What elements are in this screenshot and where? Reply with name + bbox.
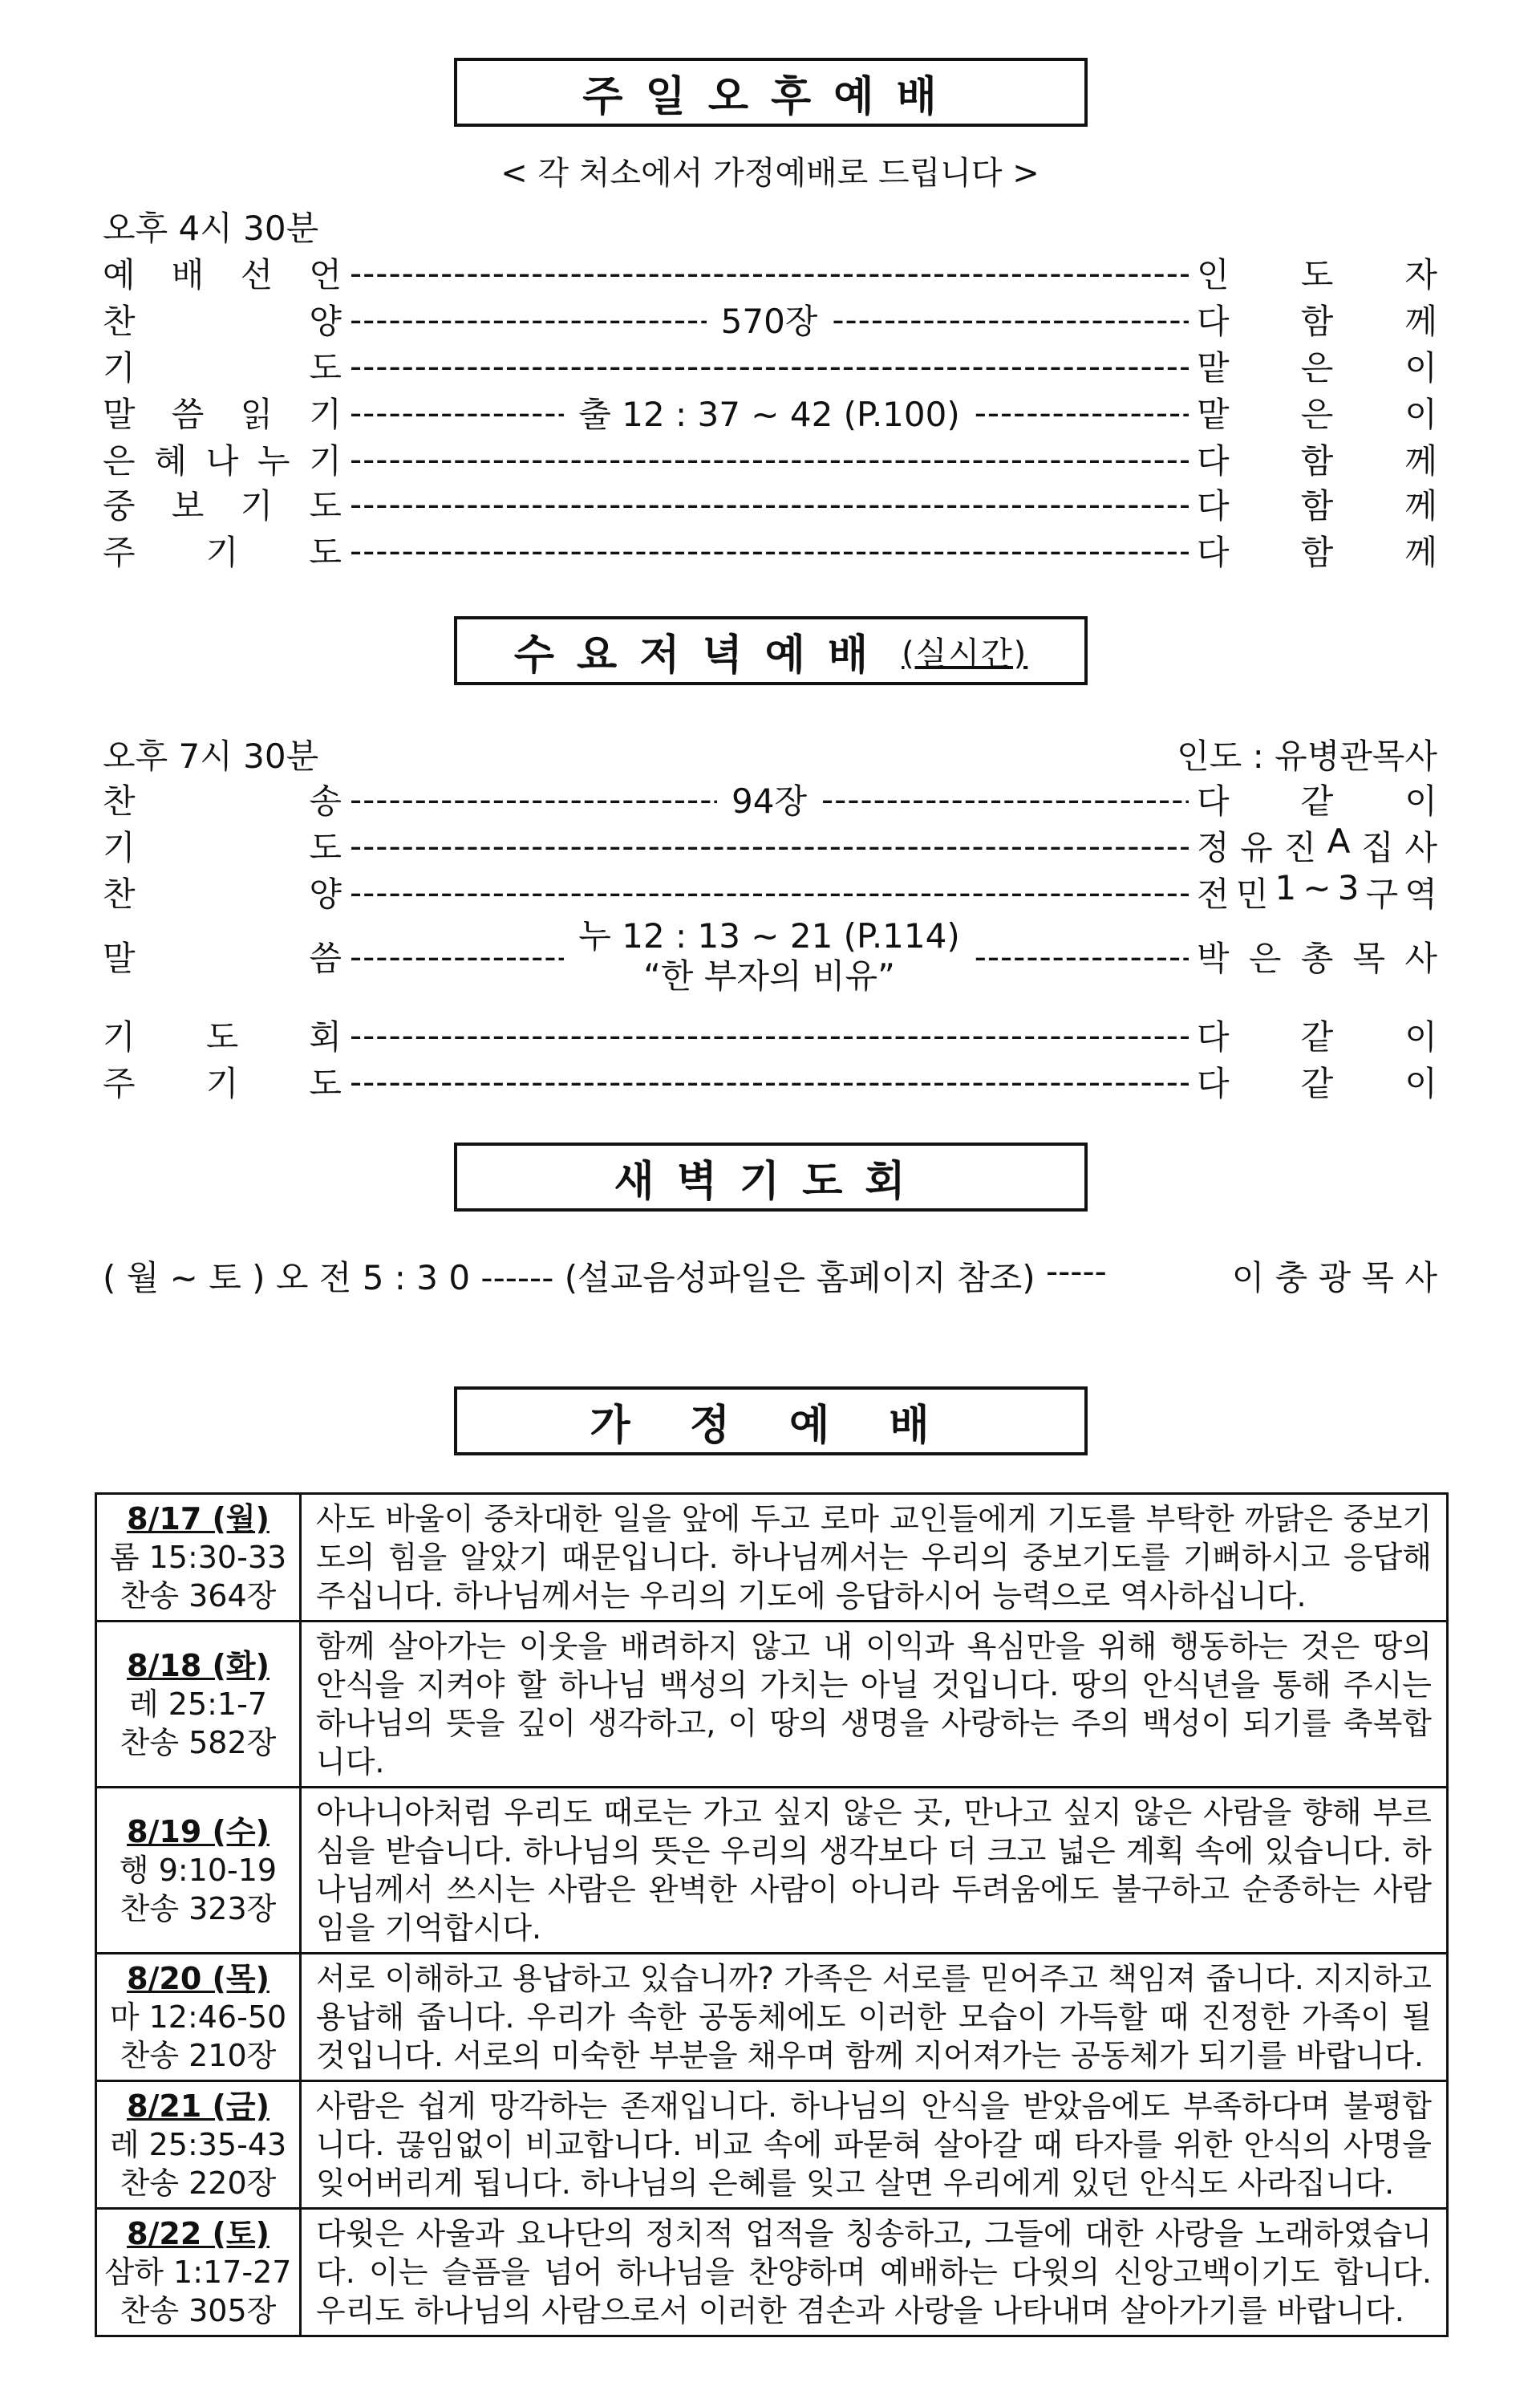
order-label-char: 혜 — [154, 441, 187, 481]
order-label-char: 선 — [240, 255, 274, 294]
order-line — [103, 250, 1437, 295]
date-cell — [96, 1954, 301, 2081]
order-person-char: 이 — [1404, 348, 1437, 388]
order-person-char: 박 — [1197, 939, 1230, 978]
order-leader-dots — [350, 440, 1189, 479]
order-label-char: 도 — [205, 1017, 239, 1057]
date-cell — [96, 1788, 301, 1954]
order-label — [103, 526, 342, 574]
order-label-char: 기 — [309, 395, 342, 434]
order-label — [103, 435, 342, 483]
order-person-char: 사 — [1404, 828, 1437, 867]
order-person — [1197, 822, 1437, 870]
dash-leader — [350, 1016, 1189, 1055]
order-line — [103, 528, 1437, 573]
dash-leader — [350, 531, 1189, 570]
order-person-char: 유 — [1240, 828, 1273, 867]
dash-leader — [350, 485, 1189, 524]
order-person-char: 이 — [1404, 1064, 1437, 1103]
order-label-char: 예 — [103, 255, 136, 294]
wednesday-leader: 인도 : 유병관목사 — [1177, 737, 1437, 776]
order-person-char: 다 — [1197, 533, 1230, 572]
order-person-char: 정 — [1197, 828, 1230, 867]
order-person-char: 은 — [1300, 395, 1334, 434]
order-person — [1197, 249, 1437, 297]
dash-leader — [350, 937, 564, 976]
table-row — [96, 1954, 1448, 2081]
order-label-char: 양 — [309, 875, 342, 914]
table-row — [96, 1788, 1448, 1954]
devotion-text: 서로 이해하고 용납하고 있습니까? 가족은 서로를 믿어주고 책임져 줍니다. 지지하고 용납해 줍니다. 우리가 속한 공동체에도 이러한 모습이 가득할 때 진정한 가족이 될 것입니다. 서로의 미숙한 부분을 채우며 함께 지어져가는 공동체가 되기를 바랍니다. — [301, 1954, 1448, 2081]
order-person-char: ~ — [1303, 868, 1331, 907]
order-label — [103, 249, 342, 297]
dawn-line — [103, 1252, 1437, 1300]
order-line — [103, 918, 1437, 995]
order-line — [103, 343, 1437, 388]
scripture-ref: 레 25:35-43 — [109, 2127, 287, 2162]
dash-leader — [975, 937, 1189, 976]
order-label — [103, 342, 342, 390]
order-person-char: 다 — [1197, 486, 1230, 526]
order-label-char: 찬 — [103, 875, 136, 914]
order-leader-dots — [350, 254, 1189, 293]
order-person-char: 이 — [1404, 781, 1437, 821]
order-person-char: 1 — [1275, 868, 1297, 907]
sunday-title: 주일오후예배 — [582, 72, 959, 121]
date-cell — [96, 1494, 301, 1622]
order-label-char: 주 — [103, 1064, 136, 1103]
order-person-char: 3 — [1337, 868, 1360, 907]
order-leader-dots — [350, 531, 1189, 570]
order-line — [103, 823, 1437, 868]
order-person-char: 도 — [1300, 255, 1334, 294]
dash-leader — [350, 300, 707, 339]
dawn-title-box — [454, 1143, 1088, 1212]
table-row — [96, 2081, 1448, 2209]
order-label — [103, 1057, 342, 1106]
order-label-char: 말 — [103, 939, 136, 978]
order-person-char: 인 — [1197, 255, 1230, 294]
order-line — [103, 297, 1437, 342]
order-person — [1197, 526, 1437, 574]
day-date: 8/17 (월) — [127, 1501, 270, 1536]
sunday-time: 오후 4시 30분 — [103, 209, 319, 248]
order-person — [1197, 435, 1437, 483]
day-date: 8/19 (수) — [127, 1814, 270, 1849]
order-label-char: 은 — [103, 441, 136, 481]
hymn-number: 찬송 305장 — [120, 2293, 277, 2328]
order-sermon-title: “한 부자의 비유” — [643, 956, 895, 996]
dawn-title: 새벽기도회 — [614, 1157, 928, 1206]
order-person-char: 께 — [1404, 486, 1437, 526]
date-cell — [96, 2209, 301, 2336]
dash-leader — [350, 347, 1189, 386]
devotion-text: 사도 바울이 중차대한 일을 앞에 두고 로마 교인들에게 기도를 부탁한 까닭은 중보기도의 힘을 알았기 때문입니다. 하나님께서는 우리의 중보기도를 기뻐하시고 응답해 주십니다. 하나님께서는 우리의 기도에 응답하시어 능력으로 역사하십니다. — [301, 1494, 1448, 1622]
order-person-char: 사 — [1404, 939, 1437, 978]
order-label-char: 회 — [309, 1017, 342, 1057]
order-person-char: 맡 — [1197, 348, 1230, 388]
order-person-char: 다 — [1197, 1017, 1230, 1057]
day-date: 8/20 (목) — [127, 1961, 270, 1996]
hymn-number: 찬송 582장 — [120, 1725, 277, 1760]
order-label — [103, 868, 342, 916]
order-label-char: 나 — [205, 441, 239, 481]
table-row — [96, 1494, 1448, 1622]
dash-leader — [350, 393, 564, 432]
order-leader-dots — [350, 347, 1189, 386]
dash-leader — [350, 254, 1189, 293]
order-line — [103, 436, 1437, 481]
order-person-char: 이 — [1404, 395, 1437, 434]
dash-leader — [975, 393, 1189, 432]
order-person-char: 께 — [1404, 441, 1437, 481]
wednesday-title-sub: (실시간) — [902, 635, 1028, 672]
order-label-char: 기 — [205, 533, 239, 572]
order-leader-dots — [350, 1016, 1189, 1055]
order-person-char: 다 — [1197, 302, 1230, 341]
order-detail: 570장 — [720, 302, 818, 341]
order-person — [1197, 775, 1437, 823]
order-leader-dots — [350, 388, 1189, 436]
order-person-char: 께 — [1404, 533, 1437, 572]
order-label — [103, 480, 342, 528]
scripture-ref: 롬 15:30-33 — [109, 1540, 287, 1575]
day-date: 8/21 (금) — [127, 2088, 270, 2124]
dash-leader — [350, 440, 1189, 479]
dash-leader — [821, 780, 1189, 819]
hymn-number: 찬송 323장 — [120, 1891, 277, 1926]
order-label-char: 도 — [309, 1064, 342, 1103]
order-line — [103, 390, 1437, 435]
devotion-text: 아나니아처럼 우리도 때로는 가고 싶지 않은 곳, 만나고 싶지 않은 사람을 향해 부르심을 받습니다. 하나님의 뜻은 우리의 생각보다 더 크고 넓은 계획 속에 있습니다. 하나님께서 쓰시는 사람은 완벽한 사람이 아니라 두려움에도 불구하고 순종하는 사람임을 기억합시다. — [301, 1788, 1448, 1954]
order-label-char: 기 — [309, 441, 342, 481]
order-person — [1197, 1057, 1437, 1106]
order-label-char: 배 — [171, 255, 205, 294]
order-label-char: 양 — [309, 302, 342, 341]
date-cell — [96, 2081, 301, 2209]
order-line — [103, 481, 1437, 526]
devotion-text: 함께 살아가는 이웃을 배려하지 않고 내 이익과 욕심만을 위해 행동하는 것은 땅의 안식을 지켜야 할 하나님 백성의 가치는 아닐 것입니다. 땅의 안식년을 통해 주시는 하나님의 뜻을 깊이 생각하고, 이 땅의 생명을 사랑하는 주의 백성이 되기를 축복합니다. — [301, 1622, 1448, 1788]
order-person-char: A — [1327, 822, 1351, 861]
wednesday-title: 수요저녁예배 — [513, 631, 891, 680]
dawn-time: ( 월 ~ 토 ) 오 전 5 : 3 0 ------ — [103, 1258, 565, 1297]
order-person-char: 이 — [1404, 1017, 1437, 1057]
home-worship-table — [95, 1492, 1449, 2337]
order-label — [103, 388, 342, 436]
order-label-char: 찬 — [103, 781, 136, 821]
order-label-char: 읽 — [240, 395, 274, 434]
order-person-char: 은 — [1300, 348, 1334, 388]
order-person — [1197, 868, 1437, 916]
order-label-char: 보 — [171, 486, 205, 526]
devotion-text: 사람은 쉽게 망각하는 존재입니다. 하나님의 안식을 받았음에도 부족하다며 불평합니다. 끊임없이 비교합니다. 비교 속에 파묻혀 살아갈 때 타자를 위한 안식의 사명을 잊어버리게 됩니다. 하나님의 은혜를 잊고 살면 우리에게 있던 안식도 사라집니다. — [301, 2081, 1448, 2209]
order-label-char: 도 — [309, 533, 342, 572]
order-person — [1197, 342, 1437, 390]
order-label-char: 기 — [205, 1064, 239, 1103]
sunday-title-box — [454, 58, 1088, 127]
order-label — [103, 775, 342, 823]
order-leader-dots — [350, 826, 1189, 866]
table-row — [96, 2209, 1448, 2336]
order-person-char: 같 — [1300, 781, 1334, 821]
order-label-char: 기 — [103, 1017, 136, 1057]
order-leader-dots — [350, 295, 1189, 343]
order-label — [103, 932, 342, 980]
order-person-char: 다 — [1197, 781, 1230, 821]
home-title-box — [454, 1386, 1088, 1455]
dash-leader — [350, 873, 1189, 912]
order-person-char: 목 — [1352, 939, 1386, 978]
order-person-char: 자 — [1404, 255, 1437, 294]
order-label-char: 언 — [309, 255, 342, 294]
order-person-char: 맡 — [1197, 395, 1230, 434]
order-label-char: 도 — [309, 348, 342, 388]
scripture-ref: 행 9:10-19 — [119, 1853, 278, 1888]
date-cell — [96, 1622, 301, 1788]
order-person-char: 전 — [1197, 875, 1230, 914]
order-label — [103, 822, 342, 870]
order-person — [1197, 388, 1437, 436]
dawn-dash: ----- — [1035, 1252, 1118, 1291]
order-label-char: 기 — [240, 486, 274, 526]
order-detail — [564, 916, 974, 996]
order-person-char: 함 — [1300, 533, 1334, 572]
sunday-subtitle: < 각 처소에서 가정예배로 드립니다 > — [500, 155, 1040, 192]
order-label-char: 주 — [103, 533, 136, 572]
order-label-char: 씀 — [171, 395, 205, 434]
order-person-char: 다 — [1197, 1064, 1230, 1103]
order-leader-dots — [350, 485, 1189, 524]
order-label-char: 누 — [257, 441, 290, 481]
devotion-text: 다윗은 사울과 요나단의 정치적 업적을 칭송하고, 그들에 대한 사랑을 노래하였습니다. 이는 슬픔을 넘어 하나님을 찬양하며 예배하는 다윗의 신앙고백이기도 합니다. 우리도 하나님의 사람으로서 이러한 겸손과 사랑을 나타내며 살아가기를 바랍니다. — [301, 2209, 1448, 2336]
order-leader-dots — [350, 873, 1189, 912]
home-title: 가 정 예 배 — [590, 1401, 952, 1450]
order-label-char: 씀 — [309, 939, 342, 978]
order-person-char: 함 — [1300, 441, 1334, 481]
dawn-note: (설교음성파일은 홈페이지 참조) — [564, 1258, 1035, 1297]
order-line — [103, 870, 1437, 915]
order-person-char: 민 — [1235, 875, 1269, 914]
order-label-char: 찬 — [103, 302, 136, 341]
order-label-char: 도 — [309, 828, 342, 867]
order-label-char: 말 — [103, 395, 136, 434]
order-person — [1197, 480, 1437, 528]
order-person — [1197, 1011, 1437, 1059]
order-person-char: 구 — [1365, 875, 1399, 914]
scripture-ref: 레 25:1-7 — [128, 1687, 267, 1722]
dash-leader — [350, 1062, 1189, 1102]
order-person-char: 같 — [1300, 1064, 1334, 1103]
hymn-number: 찬송 364장 — [120, 1578, 277, 1613]
table-row — [96, 1622, 1448, 1788]
order-line — [103, 777, 1437, 822]
wednesday-time: 오후 7시 30분 — [103, 737, 319, 776]
order-label — [103, 1011, 342, 1059]
wednesday-title-box — [454, 616, 1088, 685]
order-label-char: 중 — [103, 486, 136, 526]
hymn-number: 찬송 210장 — [120, 2038, 277, 2073]
order-person-char: 은 — [1248, 939, 1282, 978]
order-person-char: 총 — [1300, 939, 1334, 978]
order-person-char: 함 — [1300, 486, 1334, 526]
order-person-char: 다 — [1197, 441, 1230, 481]
order-label-char: 도 — [309, 486, 342, 526]
order-leader-dots — [350, 775, 1189, 823]
dash-leader — [350, 826, 1189, 866]
scripture-ref: 삼하 1:17-27 — [104, 2255, 292, 2290]
order-person-char: 집 — [1361, 828, 1394, 867]
day-date: 8/22 (토) — [127, 2216, 270, 2251]
order-person-char: 함 — [1300, 302, 1334, 341]
order-person-char: 께 — [1404, 302, 1437, 341]
dash-leader — [350, 780, 717, 819]
order-label-char: 기 — [103, 828, 136, 867]
order-label — [103, 295, 342, 343]
order-person — [1197, 932, 1437, 980]
order-detail: 94장 — [732, 781, 808, 821]
order-leader-dots — [350, 916, 1189, 996]
order-person-char: 진 — [1283, 828, 1317, 867]
day-date: 8/18 (화) — [127, 1648, 270, 1683]
scripture-ref: 마 12:46-50 — [109, 1999, 287, 2035]
dawn-leader: 이 충 광 목 사 — [1231, 1258, 1437, 1297]
order-label-char: 기 — [103, 348, 136, 388]
order-scripture: 누 12 : 13 ~ 21 (P.114) — [578, 916, 960, 956]
hymn-number: 찬송 220장 — [120, 2165, 277, 2201]
order-person — [1197, 295, 1437, 343]
order-person-char: 같 — [1300, 1017, 1334, 1057]
dash-leader — [832, 300, 1189, 339]
order-detail: 출 12 : 37 ~ 42 (P.100) — [578, 395, 960, 434]
order-line — [103, 1013, 1437, 1057]
order-line — [103, 1059, 1437, 1104]
order-person-char: 역 — [1404, 875, 1437, 914]
order-label-char: 송 — [309, 781, 342, 821]
order-leader-dots — [350, 1062, 1189, 1102]
